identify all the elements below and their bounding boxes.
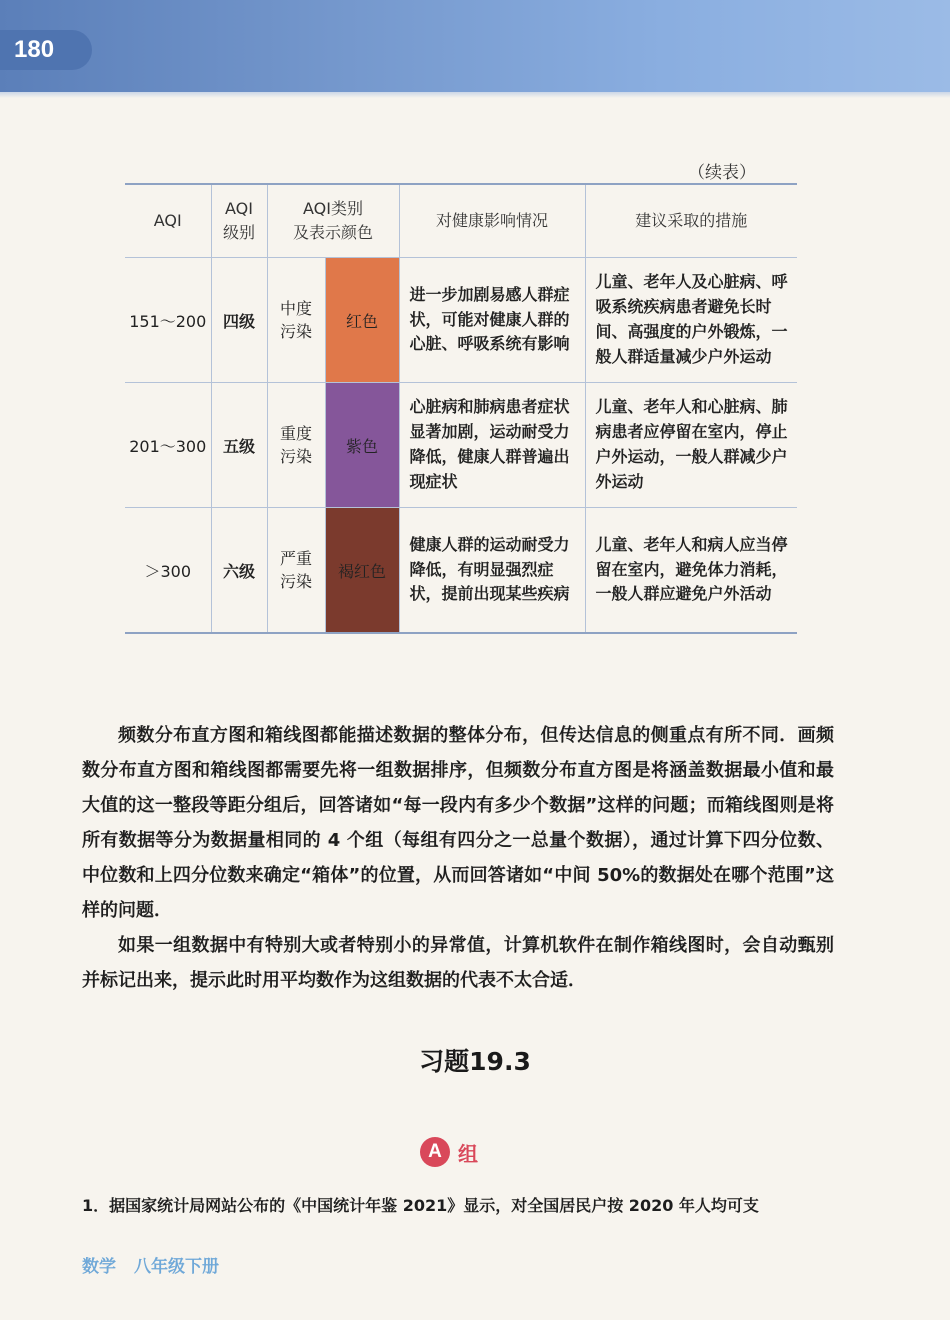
header-measures: 建议采取的措施 (585, 184, 797, 258)
paragraph: 如果一组数据中有特别大或者特别小的异常值，计算机软件在制作箱线图时，会自动甄别并标记出来，提示此时用平均数作为这组数据的代表不太合适． (82, 935, 834, 991)
color-swatch: 紫色 (325, 383, 399, 508)
aqi-range: 201～300 (125, 383, 211, 508)
aqi-range: 151～200 (125, 258, 211, 383)
paragraph: 频数分布直方图和箱线图都能描述数据的整体分布，但传达信息的侧重点有所不同．画频数分布直方图和箱线图都需要先将一组数据排序，但频数分布直方图是将涵盖数据最小值和最大值的这一整段等距分组后，回答诸如“每一段内有多少个数据”这样的问题；而箱线图则是将所有数据等分为数据量相同的 4 个组（每组有四分之一总量个数据），通过计算下四分位数、中位数和上四分位数来确定“箱体”的位置，从而回答诸如“中间 50%的数据处在哪个范围”这样的问题． (82, 725, 834, 921)
suggested-measure: 儿童、老年人及心脏病、呼吸系统疾病患者避免长时间、高强度的户外锻炼，一般人群适量减少户外运动 (585, 258, 797, 383)
health-effect: 健康人群的运动耐受力降低，有明显强烈症状，提前出现某些疾病 (399, 508, 585, 634)
question-1: 1．据国家统计局网站公布的《中国统计年鉴 2021》显示，对全国居民户按 2020 年人均可支 (82, 1196, 759, 1215)
header-band (0, 0, 950, 92)
aqi-level: 六级 (211, 508, 267, 634)
exercise-title: 习题19.3 (419, 1047, 531, 1076)
suggested-measure: 儿童、老年人和病人应当停留在室内，避免体力消耗，一般人群应避免户外活动 (585, 508, 797, 634)
header-band-fade (0, 92, 950, 98)
suggested-measure: 儿童、老年人和心脏病、肺病患者应停留在室内，停止户外运动，一般人群减少户外运动 (585, 383, 797, 508)
aqi-range: ＞300 (125, 508, 211, 634)
health-effect: 进一步加剧易感人群症状，可能对健康人群的心脏、呼吸系统有影响 (399, 258, 585, 383)
header-health-effect: 对健康影响情况 (399, 184, 585, 258)
group-label: 组 (458, 1141, 478, 1166)
table-row (125, 258, 797, 383)
group-badge: A (420, 1137, 450, 1167)
header-aqi-level: AQI 级别 (211, 184, 267, 258)
page-number: 180 (0, 30, 92, 70)
aqi-table (125, 183, 797, 634)
aqi-category: 重度 污染 (267, 383, 325, 508)
table-row (125, 508, 797, 634)
footer (82, 1252, 219, 1277)
header-aqi: AQI (125, 184, 211, 258)
group-heading (420, 1137, 478, 1167)
table-row (125, 383, 797, 508)
body-text (82, 718, 834, 998)
header-aqi-category: AQI类别 及表示颜色 (267, 184, 399, 258)
continued-table-label: （续表） (688, 163, 756, 183)
footer-book: 八年级下册 (134, 1257, 219, 1277)
color-swatch: 红色 (325, 258, 399, 383)
aqi-category: 严重 污染 (267, 508, 325, 634)
aqi-level: 四级 (211, 258, 267, 383)
aqi-level: 五级 (211, 383, 267, 508)
color-swatch: 褐红色 (325, 508, 399, 634)
aqi-category: 中度 污染 (267, 258, 325, 383)
health-effect: 心脏病和肺病患者症状显著加剧，运动耐受力降低，健康人群普遍出现症状 (399, 383, 585, 508)
footer-subject: 数学 (82, 1257, 116, 1277)
